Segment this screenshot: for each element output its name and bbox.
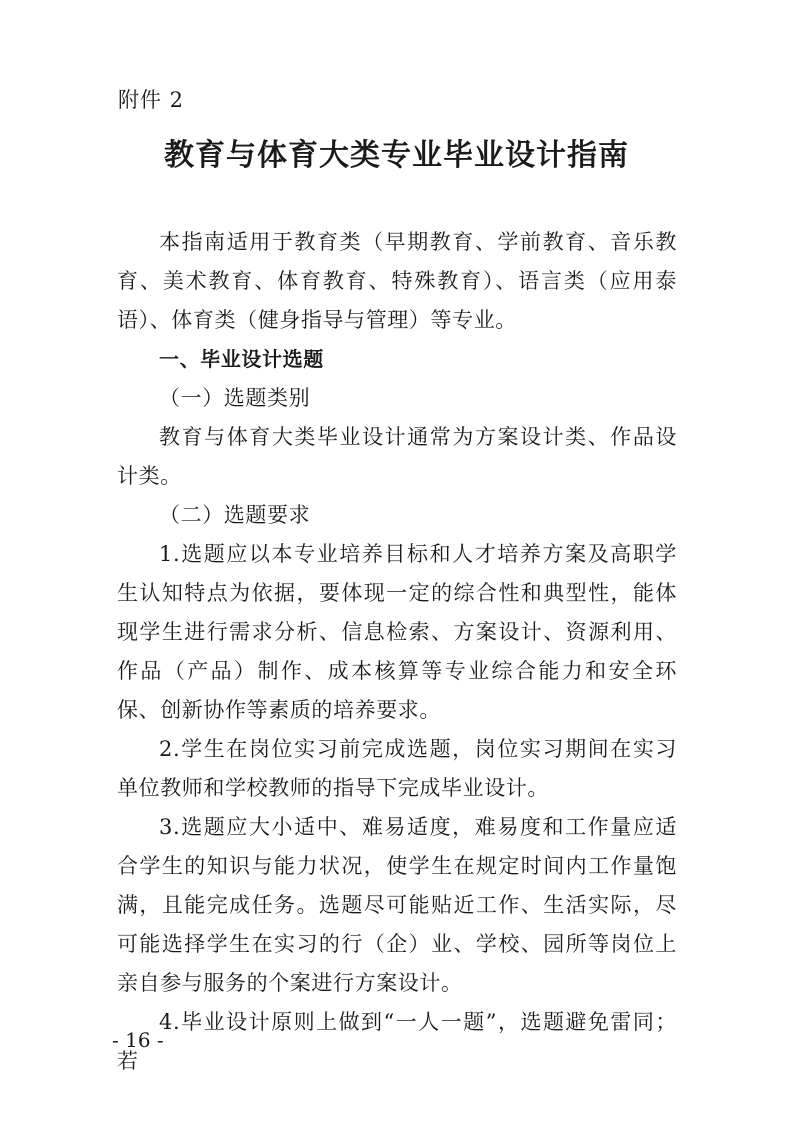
- paragraph-requirement-3: 3.选题应大小适中、难易适度，难易度和工作量应适合学生的知识与能力状况，使学生在规定时间内工作量饱满，且能完成任务。选题尽可能贴近工作、生活实际，尽可能选择学生在实习的行（企）业、学校、园所等岗位上亲自参与服务的个案进行方案设计。: [117, 815, 677, 995]
- document-body: [117, 223, 677, 1081]
- section-heading-topic-selection: 一、毕业设计选题: [159, 347, 324, 371]
- attachment-label: 附件 2: [118, 88, 185, 112]
- paragraph-requirement-1: 1.选题应以本专业培养目标和人才培养方案及高职学生认知特点为依据，要体现一定的综合性和典型性，能体现学生进行需求分析、信息检索、方案设计、资源利用、作品（产品）制作、成本核算等专业综合能力和安全环保、创新协作等素质的培养要求。: [117, 542, 677, 722]
- paragraph-requirement-2: 2.学生在岗位实习前完成选题，岗位实习期间在实习单位教师和学校教师的指导下完成毕业设计。: [117, 737, 677, 800]
- document-title: 教育与体育大类专业毕业设计指南: [164, 138, 629, 173]
- subsection-heading-topic-requirements: （二）选题要求: [159, 503, 311, 527]
- page-number: - 16 -: [112, 1028, 164, 1052]
- paragraph-requirement-4: 4.毕业设计原则上做到“一人一题”，选题避免雷同；若: [117, 1010, 677, 1073]
- subsection-heading-topic-category: （一）选题类别: [159, 386, 311, 410]
- paragraph-scope: 本指南适用于教育类（早期教育、学前教育、音乐教育、美术教育、体育教育、特殊教育）、语言类（应用泰语）、体育类（健身指导与管理）等专业。: [117, 230, 677, 332]
- paragraph-topic-category: 教育与体育大类毕业设计通常为方案设计类、作品设计类。: [117, 425, 677, 488]
